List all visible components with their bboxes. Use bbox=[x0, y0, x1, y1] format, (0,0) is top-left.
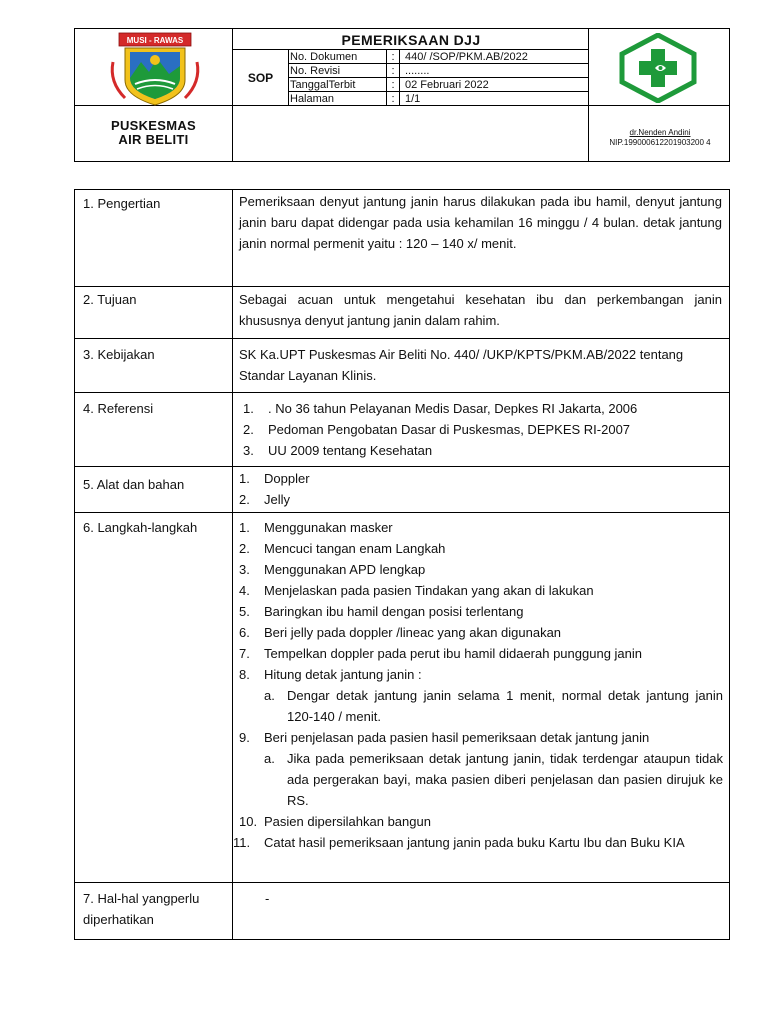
item-text: Hitung detak jantung janin : bbox=[264, 667, 422, 682]
item-text: Beri jelly pada doppler /lineac yang akan digunakan bbox=[264, 625, 562, 640]
item-number: 2. bbox=[239, 541, 250, 556]
list-item bbox=[239, 468, 723, 489]
meta-colon: : bbox=[391, 51, 395, 63]
list-item bbox=[239, 622, 723, 643]
meta-value: 02 Februari 2022 bbox=[405, 79, 489, 91]
meta-row-divider bbox=[288, 63, 588, 64]
list-item bbox=[239, 664, 723, 685]
meta-col-divider bbox=[399, 49, 400, 105]
sop-content-table bbox=[74, 189, 730, 940]
list-item bbox=[239, 601, 723, 622]
list-item bbox=[239, 811, 723, 832]
sop-label: SOP bbox=[247, 71, 274, 85]
row-divider bbox=[75, 466, 729, 467]
list-item bbox=[239, 580, 723, 601]
list-item bbox=[243, 398, 727, 419]
signer-nip: NIP.199000612201903200 4 bbox=[609, 138, 711, 147]
row-label-langkah: 6. Langkah-langkah bbox=[83, 520, 198, 535]
item-text: Menjelaskan pada pasien Tindakan yang akan di lakukan bbox=[264, 583, 594, 598]
item-number: 2. bbox=[243, 422, 254, 437]
alat-list bbox=[239, 468, 723, 510]
pengertian-text: Pemeriksaan denyut jantung janin harus dilakukan pada ibu hamil, denyut jantung janin baru dapat didengar pada usia kehamilan 16 minggu / 4 bulan. detak jantung janin normal permenit yaitu : 120 – 140 x/ menit. bbox=[239, 194, 722, 251]
meta-colon: : bbox=[391, 65, 395, 77]
signer-name: dr.Nenden Andini bbox=[629, 128, 691, 137]
item-number: 6. bbox=[239, 625, 250, 640]
meta-key: No. Dokumen bbox=[290, 51, 358, 63]
document-title: PEMERIKSAAN DJJ bbox=[341, 32, 481, 48]
meta-row-divider bbox=[288, 77, 588, 78]
meta-key: TanggalTerbit bbox=[290, 79, 356, 91]
item-text: Catat hasil pemeriksaan jantung janin pada buku Kartu Ibu dan Buku KIA bbox=[264, 835, 685, 850]
list-item bbox=[239, 643, 723, 664]
meta-colon: : bbox=[391, 79, 395, 91]
emblem-ribbon-label: MUSI - RAWAS bbox=[126, 36, 184, 45]
sub-list-item bbox=[239, 685, 723, 727]
item-number: 1. bbox=[239, 520, 250, 535]
list-item bbox=[243, 419, 727, 440]
tujuan-text: Sebagai acuan untuk mengetahui kesehatan ibu dan perkembangan janin khususnya denyut jantung janin dalam rahim. bbox=[239, 292, 722, 328]
list-item bbox=[239, 517, 723, 538]
item-number: 1. bbox=[239, 471, 250, 486]
hal-text: - bbox=[265, 891, 270, 906]
item-text: Jika pada pemeriksaan detak jantung janin, tidak terdengar ataupun tidak ada pergerakan bayi, maka pasien diberi penjelasan dan pasien dirujuk ke RS. bbox=[287, 751, 723, 808]
list-item bbox=[239, 559, 723, 580]
list-item bbox=[239, 489, 723, 510]
item-text: Baringkan ibu hamil dengan posisi terlentang bbox=[264, 604, 524, 619]
item-text: Doppler bbox=[264, 471, 310, 486]
row-label-hal: 7. Hal-hal yangperlu diperhatikan bbox=[83, 891, 200, 927]
item-text: Menggunakan APD lengkap bbox=[264, 562, 426, 577]
row-label-kebijakan: 3. Kebijakan bbox=[83, 347, 155, 362]
list-item bbox=[243, 440, 727, 461]
signer-block bbox=[591, 128, 729, 148]
row-label-alat: 5. Alat dan bahan bbox=[83, 477, 185, 492]
item-number: a. bbox=[264, 751, 275, 766]
row-divider bbox=[75, 338, 729, 339]
row-label-tujuan: 2. Tujuan bbox=[83, 292, 137, 307]
item-text: . No 36 tahun Pelayanan Medis Dasar, Depkes RI Jakarta, 2006 bbox=[268, 401, 638, 416]
item-text: Pedoman Pengobatan Dasar di Puskesmas, DEPKES RI-2007 bbox=[268, 422, 631, 437]
row-divider bbox=[75, 512, 729, 513]
item-number: a. bbox=[264, 688, 275, 703]
item-number: 7. bbox=[239, 646, 250, 661]
item-number: 11. bbox=[233, 835, 251, 850]
item-number: 3. bbox=[239, 562, 250, 577]
list-item bbox=[233, 832, 723, 853]
item-number: 3. bbox=[243, 443, 254, 458]
referensi-list bbox=[243, 398, 727, 461]
langkah-list bbox=[233, 517, 723, 853]
meta-value: 440/ /SOP/PKM.AB/2022 bbox=[405, 51, 528, 63]
meta-value: ........ bbox=[405, 65, 430, 77]
puskesmas-cross-logo-icon bbox=[618, 33, 698, 103]
institution-line: PUSKESMAS bbox=[110, 118, 197, 133]
meta-value: 1/1 bbox=[405, 93, 421, 105]
list-item bbox=[239, 538, 723, 559]
institution-line: AIR BELITI bbox=[118, 132, 189, 147]
item-text: Jelly bbox=[264, 492, 291, 507]
meta-key: Halaman bbox=[290, 93, 335, 105]
item-text: Dengar detak jantung janin selama 1 menit, normal detak jantung janin 120-140 / menit. bbox=[287, 688, 723, 724]
document-header bbox=[74, 28, 730, 162]
row-divider bbox=[75, 392, 729, 393]
meta-key: No. Revisi bbox=[290, 65, 341, 77]
sub-list-item bbox=[239, 748, 723, 811]
item-text: Pasien dipersilahkan bangun bbox=[264, 814, 431, 829]
item-text: Tempelkan doppler pada perut ibu hamil didaerah punggung janin bbox=[264, 646, 642, 661]
item-number: 1. bbox=[243, 401, 254, 416]
institution-name bbox=[75, 119, 232, 147]
item-number: 9. bbox=[239, 730, 250, 745]
item-number: 2. bbox=[239, 492, 250, 507]
musi-rawas-emblem-icon bbox=[105, 32, 205, 107]
meta-row-divider bbox=[288, 91, 588, 92]
item-number: 8. bbox=[239, 667, 250, 682]
item-text: Beri penjelasan pada pasien hasil pemeriksaan detak jantung janin bbox=[264, 730, 650, 745]
item-number: 4. bbox=[239, 583, 250, 598]
item-number: 10. bbox=[239, 814, 258, 829]
list-item bbox=[239, 727, 723, 748]
row-label-pengertian: 1. Pengertian bbox=[83, 196, 161, 211]
row-divider bbox=[75, 286, 729, 287]
item-number: 5. bbox=[239, 604, 250, 619]
row-divider bbox=[75, 882, 729, 883]
item-text: Menggunakan masker bbox=[264, 520, 393, 535]
item-text: Mencuci tangan enam Langkah bbox=[264, 541, 446, 556]
header-divider bbox=[232, 49, 588, 50]
row-label-referensi: 4. Referensi bbox=[83, 401, 154, 416]
meta-colon: : bbox=[391, 93, 395, 105]
column-divider bbox=[232, 190, 233, 939]
item-text: UU 2009 tentang Kesehatan bbox=[268, 443, 433, 458]
kebijakan-text: SK Ka.UPT Puskesmas Air Beliti No. 440/ /UKP/KPTS/PKM.AB/2022 tentang Standar Layanan Klinis. bbox=[239, 347, 684, 383]
